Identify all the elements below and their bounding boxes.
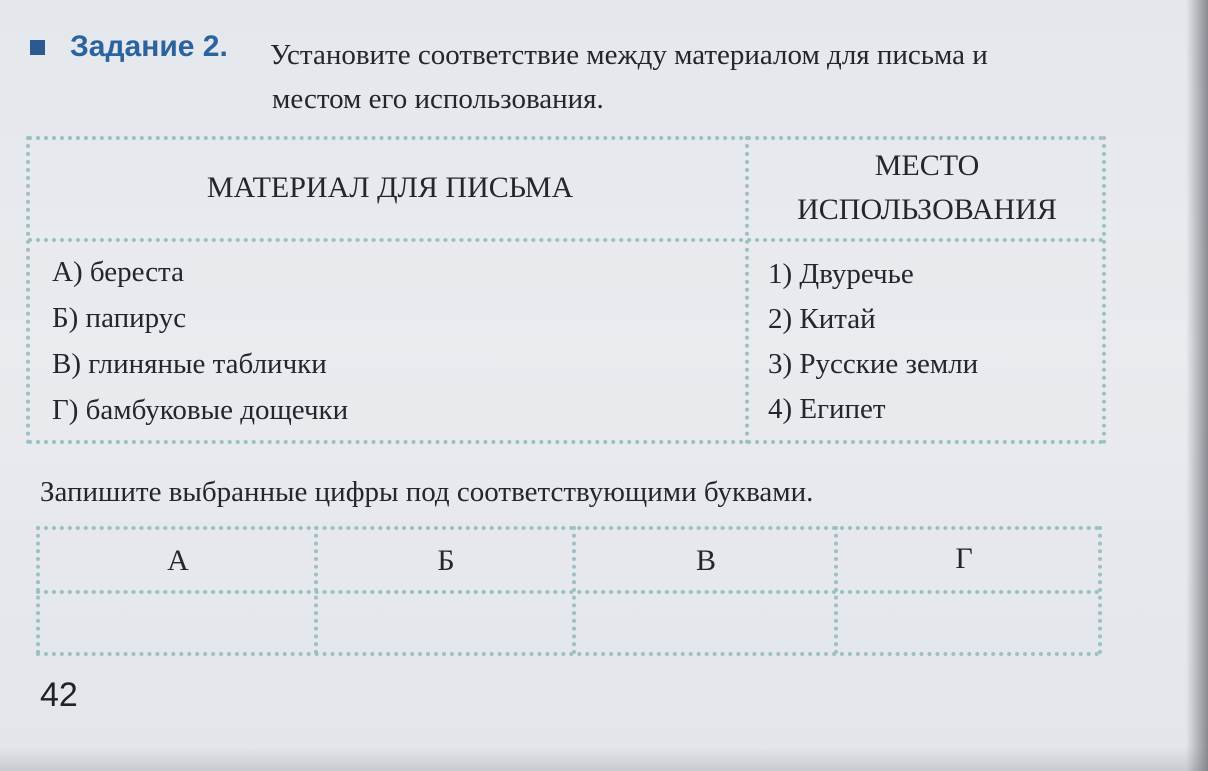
table-border-top [28,136,1104,140]
answer-border-bottom [36,652,1100,656]
page-edge-shadow [1186,0,1208,771]
task-text-line1: Установите соответствие между материалом для письма и [270,39,988,71]
answer-letter-v: В [695,544,716,577]
material-item-b: Б) папирус [52,302,187,334]
material-item-g: Г) бамбуковые дощечки [52,394,349,426]
material-item-a: А) береста [52,256,184,288]
header-place-line2: ИСПОЛЬЗОВАНИЯ [797,193,1057,226]
table-border-right [1102,136,1106,444]
header-material: МАТЕРИАЛ ДЛЯ ПИСЬМА [206,171,574,204]
answer-cell-a[interactable] [44,600,310,644]
header-place-line1: МЕСТО [874,149,980,182]
answer-row-divider [36,590,1100,594]
answer-cell-v[interactable] [580,600,830,644]
answer-letter-g: Г [955,542,973,575]
place-item-4: 4) Египет [768,393,886,425]
answer-cell-b[interactable] [322,600,568,644]
task-text [270,33,1150,121]
place-item-2: 2) Китай [768,303,876,335]
answer-border-right [1098,526,1102,654]
material-item-v: В) глиняные таблички [52,348,327,380]
table-border-left [26,136,30,444]
task-text-line2: местом его использования. [272,83,604,115]
table-column-divider [745,136,749,444]
answer-border-top [36,526,1100,530]
table-border-bottom [28,440,1104,444]
page-number: 42 [40,676,78,714]
answer-border-left [36,526,40,654]
instruction-text: Запишите выбранные цифры под соответствующими буквами. [40,476,814,508]
task-label: Задание 2. [70,30,228,63]
page-bottom-shade [0,747,1208,771]
answer-letter-b: Б [437,544,455,577]
answer-divider-3 [834,526,838,654]
task-bullet-icon [30,40,45,55]
answer-letter-a: А [167,544,189,577]
answer-divider-1 [314,526,318,654]
place-item-1: 1) Двуречье [768,258,914,290]
answer-divider-2 [572,526,576,654]
table-header-divider [28,238,1104,242]
place-item-3: 3) Русские земли [768,348,979,380]
answer-cell-g[interactable] [842,600,1094,644]
